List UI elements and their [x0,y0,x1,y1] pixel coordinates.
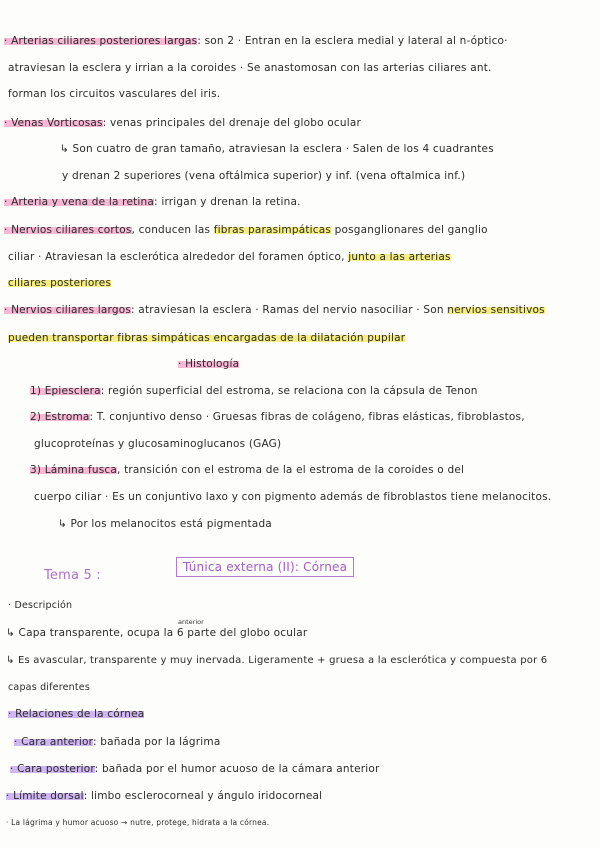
line-6: y drenan 2 superiores (vena oftálmica superior) y inf. (vena oftalmica inf.) [62,170,466,182]
heading-venas-vorticosas: · Venas Vorticosas [4,117,103,129]
line-3: forman los circuitos vasculares del iris. [8,88,221,100]
text-estroma: : T. conjuntivo denso · Gruesas fibras de colágeno, fibras elásticas, fibroblastos, [89,411,525,423]
line-28: · La lágrima y humor acuoso → nutre, protege, hidrata a la córnea. [6,818,270,827]
text-epiesclera: : región superficial del estroma, se relaciona con la cápsula de Tenon [100,385,478,397]
line-nervios-largos [4,304,545,316]
heading-relaciones-cornea: · Relaciones de la córnea [8,708,145,720]
highlight-ciliares-posteriores: ciliares posteriores [8,277,112,289]
text-nervios-cortos-b: posganglionares del ganglio [331,224,488,236]
heading-estroma: 2) Estroma [30,411,90,423]
line-lamina-fusca [30,464,464,476]
heading-cara-anterior: · Cara anterior [14,736,93,748]
box-title-tunica-externa: Túnica externa (II): Córnea [176,557,354,577]
line-epiesclera [30,385,478,397]
line-cara-posterior [10,763,380,775]
heading-limite-dorsal: · Límite dorsal [6,790,84,802]
line-18: cuerpo ciliar · Es un conjuntivo laxo y con pigmento además de fibroblastos tiene melanocitos. [34,491,552,503]
text-arterias-desc: : son 2 · Entran en la esclera medial y lateral al n-óptico· [197,35,508,47]
sup-anterior: anterior [178,618,204,626]
highlight-fibras-simpaticas: pueden transportar fibras simpáticas encargadas de la dilatación pupilar [8,332,406,344]
line-descripcion: · Descripción [8,600,73,611]
line-2: atraviesan la esclera y irrian a la coroides · Se anastomosan con las arterias ciliares ant. [8,62,492,74]
line-5: ↳ Son cuatro de gran tamaño, atraviesan la esclera · Salen de los 4 cuadrantes [60,143,494,155]
highlight-nervios-sensitivos: nervios sensitivos [447,304,545,316]
text-atraviesan-esclerotica: ciliar · Atraviesan la esclerótica alrededor del foramen óptico, [8,251,349,263]
heading-arterias-ciliares-posteriores: · Arterias ciliares posteriores largas [4,35,198,47]
line-cara-anterior [14,736,220,748]
text-retina-desc: : irrigan y drenan la retina. [154,196,301,208]
line-estroma [30,411,525,423]
text-venas-desc: : venas principales del drenaje del globo ocular [102,117,362,129]
heading-nervios-ciliares-largos: · Nervios ciliares largos [4,304,132,316]
heading-arteria-vena-retina: · Arteria y vena de la retina [4,196,155,208]
text-nervios-cortos-a: , conducen las [131,224,214,236]
heading-histologia-line [178,358,239,370]
text-nervios-largos: : atraviesan la esclera · Ramas del nervio nasociliar · Son [131,304,448,316]
line-22: ↳ Es avascular, transparente y muy inervada. Ligeramente + gruesa a la esclerótica y compuesta por 6 [6,655,548,666]
heading-lamina-fusca: 3) Lámina fusca [30,464,117,476]
highlight-fibras-parasimpaticas: fibras parasimpáticas [213,224,332,236]
tema-label: Tema 5 : [44,568,101,583]
heading-cara-posterior: · Cara posterior [10,763,95,775]
line-9 [8,251,451,263]
text-cara-anterior: : bañada por la lágrima [93,736,221,748]
line-10 [8,277,111,289]
line-limite-dorsal [6,790,322,802]
heading-epiesclera: 1) Epiesclera [30,385,101,397]
line-nervios-cortos [4,224,488,236]
line-23: capas diferentes [8,682,91,693]
text-lamina-fusca: , transición con el estroma de la el estroma de la coroides o del [117,464,465,476]
line-arterias-ciliares [4,35,508,47]
line-12 [8,332,405,344]
line-19: ↳ Por los melanocitos está pigmentada [58,518,272,530]
heading-histologia: · Histología [178,358,240,370]
text-limite-dorsal: : limbo esclerocorneal y ángulo iridocorneal [83,790,323,802]
highlight-junto-arterias: junto a las arterias [348,251,451,263]
line-relaciones [8,708,144,720]
heading-nervios-ciliares-cortos: · Nervios ciliares cortos [4,224,132,236]
line-21: ↳ Capa transparente, ocupa la 6 parte del globo ocular [6,627,308,639]
text-cara-posterior: : bañada por el humor acuoso de la cámara anterior [94,763,380,775]
line-arteria-vena-retina [4,196,301,208]
line-venas-vorticosas [4,117,361,129]
line-16: glucoproteínas y glucosaminoglucanos (GAG) [34,438,282,450]
